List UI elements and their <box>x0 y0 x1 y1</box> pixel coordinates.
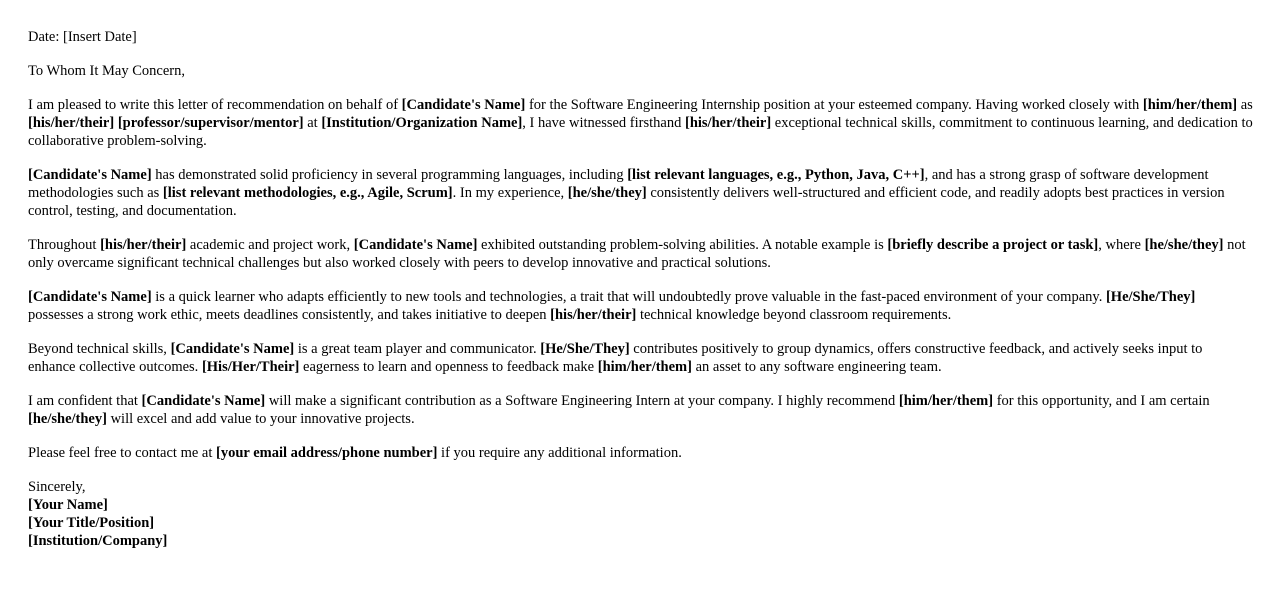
paragraph-text: as <box>1237 97 1253 113</box>
body-paragraph <box>28 288 1253 324</box>
paragraph-text: exceptional technical skills, commitment to continuous learning, and dedication to collaborative problem-solving. <box>28 115 1253 149</box>
paragraph-text: eagerness to learn and openness to feedback make <box>299 359 598 375</box>
body-paragraph <box>28 444 1253 462</box>
paragraph-text: , and has a strong grasp of software development methodologies such as <box>28 167 1209 201</box>
paragraph-text: will excel and add value to your innovative projects. <box>106 411 415 427</box>
paragraph-text: is a quick learner who adapts efficiently to new tools and technologies, a trait that will undoubtedly prove valuable in the fast-paced environment of your company. <box>151 289 1106 305</box>
body-paragraph <box>28 166 1253 220</box>
paragraph-text: contributes positively to group dynamics, offers constructive feedback, and actively seeks input to enhance collective outcomes. <box>28 341 1203 375</box>
placeholder-text: [your email address/phone number] <box>216 445 438 461</box>
paragraph-text: will make a significant contribution as a Software Engineering Intern at your company. I highly recommend <box>265 393 899 409</box>
placeholder-text: [he/she/they] <box>1144 237 1224 253</box>
signature-name: [Your Name] <box>28 497 108 513</box>
placeholder-text: [he/she/they] <box>567 185 647 201</box>
placeholder-text: [briefly describe a project or task] <box>887 237 1099 253</box>
closing-block <box>28 478 1253 550</box>
body-paragraph <box>28 96 1253 150</box>
paragraph-text: has demonstrated solid proficiency in several programming languages, including <box>151 167 628 183</box>
signature-title: [Your Title/Position] <box>28 515 155 531</box>
body-paragraph <box>28 236 1253 272</box>
placeholder-text: [Candidate's Name] <box>28 289 152 305</box>
placeholder-text: [his/her/their] <box>100 237 187 253</box>
letter-document <box>28 28 1253 550</box>
placeholder-text: [Candidate's Name] <box>401 97 526 113</box>
paragraph-text: at <box>303 115 322 131</box>
placeholder-text: [Candidate's Name] <box>353 237 478 253</box>
placeholder-text: [Candidate's Name] <box>28 167 152 183</box>
placeholder-text: [him/her/them] <box>1142 97 1238 113</box>
paragraph-text: for this opportunity, and I am certain <box>993 393 1210 409</box>
placeholder-text: [he/she/they] <box>28 411 107 427</box>
paragraph-text: Beyond technical skills, <box>28 341 171 357</box>
placeholder-text: [his/her/their] <box>550 307 637 323</box>
placeholder-text: [his/her/their] <box>684 115 772 131</box>
placeholder-text: [His/Her/Their] <box>201 359 300 375</box>
valediction: Sincerely, <box>28 479 86 495</box>
paragraph-text: Throughout <box>28 237 101 253</box>
letter-body <box>28 96 1253 462</box>
placeholder-text: [him/her/them] <box>898 393 994 409</box>
placeholder-text: [He/She/They] <box>540 341 630 357</box>
placeholder-text: [his/her/their] <box>28 115 115 131</box>
paragraph-text: Please feel free to contact me at <box>28 445 216 461</box>
paragraph-text: academic and project work, <box>186 237 354 253</box>
paragraph-text: , where <box>1098 237 1145 253</box>
paragraph-text: I am confident that <box>28 393 142 409</box>
paragraph-text: is a great team player and communicator. <box>294 341 541 357</box>
salutation: To Whom It May Concern, <box>28 63 185 79</box>
paragraph-text: consistently delivers well-structured and efficient code, and readily adopts best practices in version control, testing, and documentation. <box>28 185 1225 219</box>
paragraph-text: exhibited outstanding problem-solving abilities. A notable example is <box>477 237 888 253</box>
paragraph-text: possesses a strong work ethic, meets deadlines consistently, and takes initiative to deepen <box>28 307 551 323</box>
date-line: Date: [Insert Date] <box>28 29 137 45</box>
paragraph-text: technical knowledge beyond classroom requirements. <box>636 307 952 323</box>
placeholder-text: [list relevant languages, e.g., Python, Java, C++] <box>627 167 925 183</box>
body-paragraph <box>28 392 1253 428</box>
body-paragraph <box>28 340 1253 376</box>
paragraph-text: I am pleased to write this letter of recommendation on behalf of <box>28 97 402 113</box>
paragraph-text: , I have witnessed firsthand <box>522 115 685 131</box>
paragraph-text: an asset to any software engineering team. <box>691 359 942 375</box>
placeholder-text: [He/She/They] <box>1105 289 1196 305</box>
placeholder-text: [Candidate's Name] <box>170 341 295 357</box>
placeholder-text: [Institution/Organization Name] <box>321 115 523 131</box>
paragraph-text: for the Software Engineering Internship position at your esteemed company. Having worked closely with <box>525 97 1143 113</box>
paragraph-text: not only overcame significant technical challenges but also worked closely with peers to develop innovative and practical solutions. <box>28 237 1246 271</box>
placeholder-text: [list relevant methodologies, e.g., Agile, Scrum] <box>162 185 453 201</box>
paragraph-text: if you require any additional information. <box>437 445 682 461</box>
signature-institution: [Institution/Company] <box>28 533 168 549</box>
placeholder-text: [Candidate's Name] <box>141 393 266 409</box>
placeholder-text: [professor/supervisor/mentor] <box>117 115 304 131</box>
placeholder-text: [him/her/them] <box>597 359 692 375</box>
paragraph-text: . In my experience, <box>452 185 568 201</box>
